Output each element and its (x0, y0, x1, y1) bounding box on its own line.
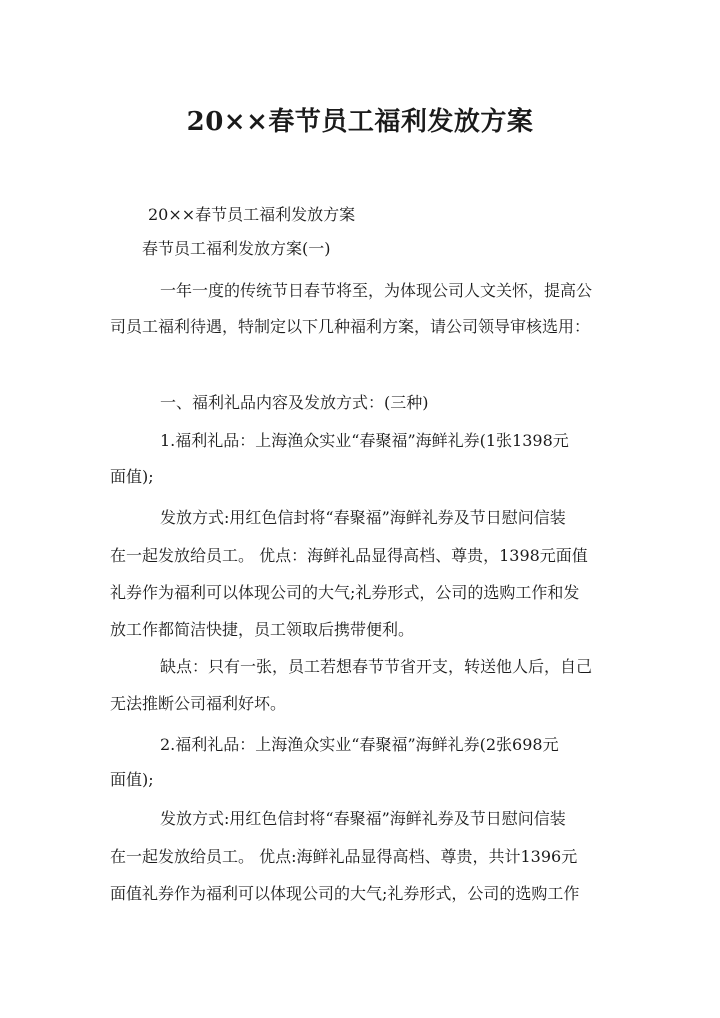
paragraph-line: 一、福利礼品内容及发放方式：(三种) (160, 393, 429, 412)
paragraph-line: 礼券作为福利可以体现公司的大气;礼券形式，公司的选购工作和发 (110, 583, 580, 602)
paragraph-line: 春节员工福利发放方案(一) (142, 239, 331, 258)
paragraph-line: 面值礼券作为福利可以体现公司的大气;礼券形式，公司的选购工作 (110, 884, 580, 903)
paragraph-line: 面值); (110, 467, 154, 486)
paragraph-line: 1.福利礼品：上海渔众实业“春聚福”海鲜礼券(1张1398元 (160, 431, 569, 450)
paragraph-line: 放工作都简洁快捷，员工领取后携带便利。 (110, 620, 415, 639)
paragraph-line: 缺点：只有一张，员工若想春节节省开支，转送他人后，自己 (160, 657, 593, 676)
paragraph-line: 一年一度的传统节日春节将至，为体现公司人文关怀，提高公 (160, 281, 593, 300)
document-title: 20××春节员工福利发放方案 (186, 107, 534, 137)
paragraph-line: 20××春节员工福利发放方案 (148, 205, 356, 224)
paragraph-line: 2.福利礼品：上海渔众实业“春聚福”海鲜礼券(2张698元 (160, 735, 559, 754)
paragraph-line: 发放方式:用红色信封将“春聚福”海鲜礼券及节日慰问信装 (160, 809, 566, 828)
paragraph-line: 在一起发放给员工。 优点：海鲜礼品显得高档、尊贵，1398元面值 (110, 546, 588, 565)
paragraph-line: 在一起发放给员工。 优点:海鲜礼品显得高档、尊贵，共计1396元 (110, 847, 578, 866)
paragraph-line: 面值); (110, 770, 154, 789)
paragraph-line: 司员工福利待遇，特制定以下几种福利方案，请公司领导审核选用： (110, 317, 591, 336)
paragraph-line: 无法推断公司福利好坏。 (110, 694, 287, 713)
paragraph-line: 发放方式:用红色信封将“春聚福”海鲜礼券及节日慰问信装 (160, 508, 566, 527)
